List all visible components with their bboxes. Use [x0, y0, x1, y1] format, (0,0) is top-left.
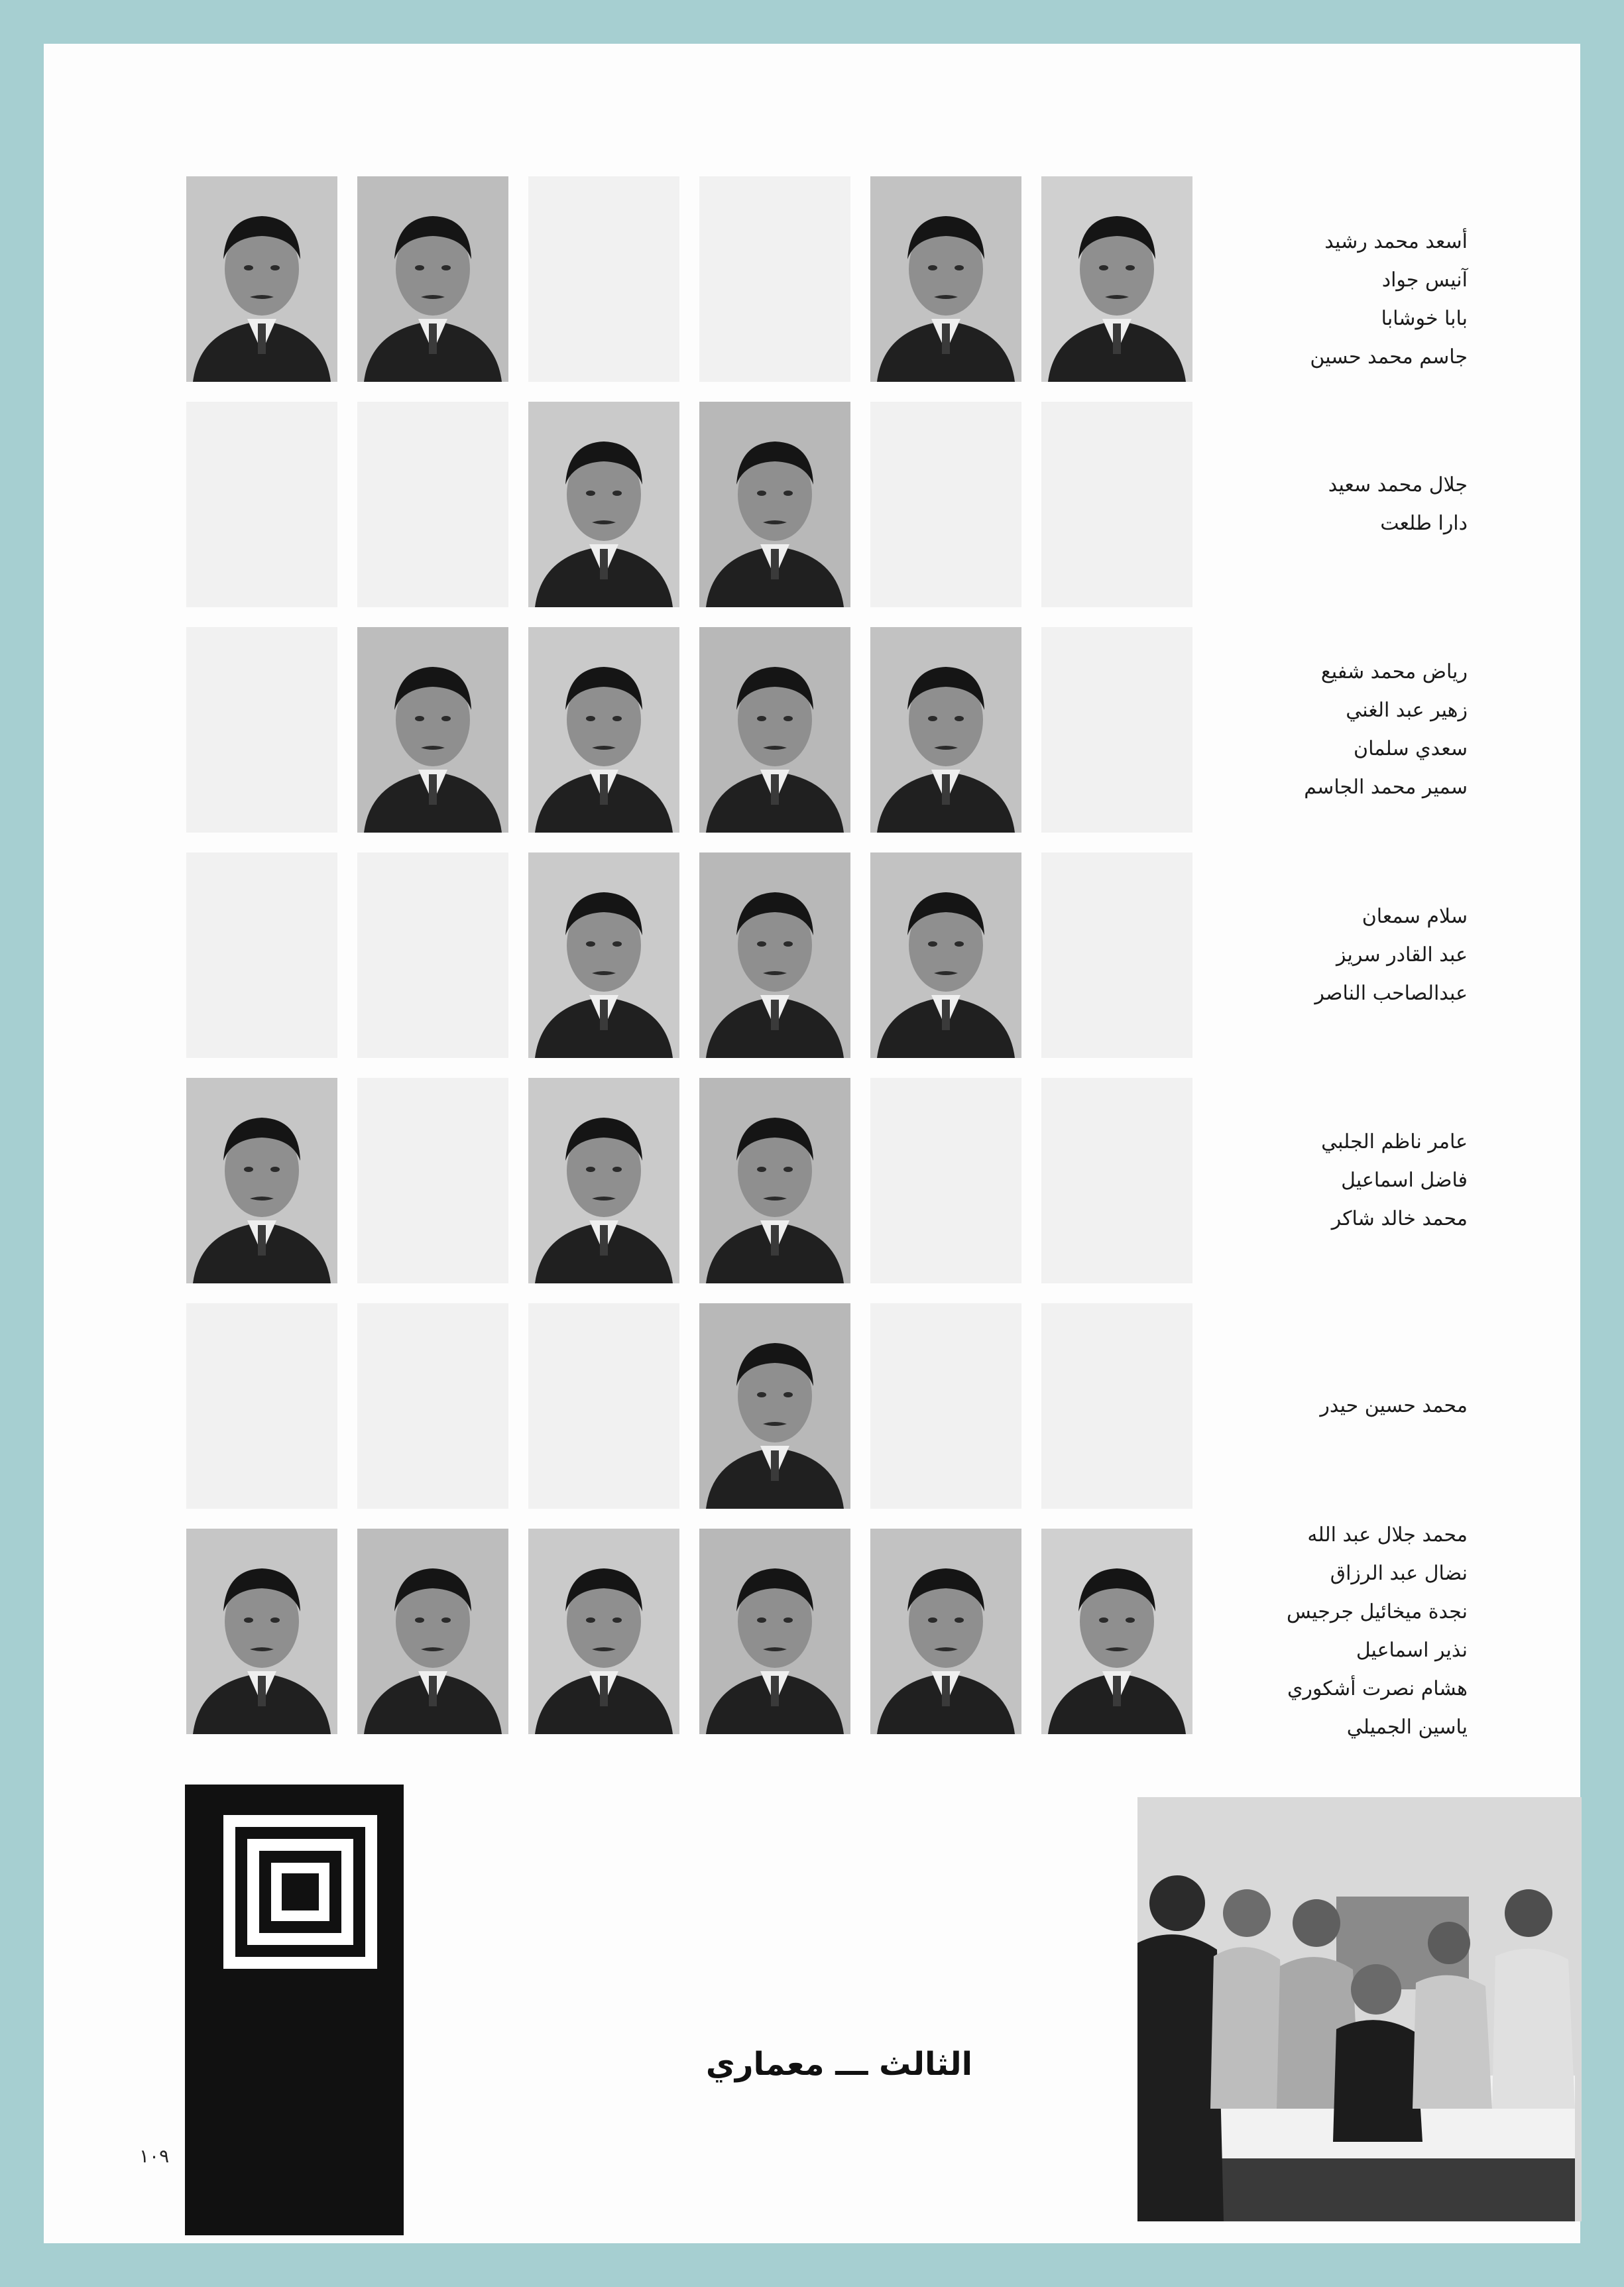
student-name: عامر ناظم الجلبي — [1321, 1130, 1468, 1153]
portrait-photo — [186, 1529, 337, 1734]
portrait-icon — [528, 1529, 679, 1734]
portrait-icon — [699, 1529, 850, 1734]
yearbook-page — [44, 44, 1580, 2243]
portrait-icon — [699, 1078, 850, 1283]
student-name: أسعد محمد رشيد — [1324, 230, 1468, 253]
empty-photo-slot — [870, 1078, 1021, 1283]
portrait-photo — [357, 1529, 508, 1734]
portrait-icon — [528, 627, 679, 833]
portrait-photo — [186, 1078, 337, 1283]
photo-grid — [186, 176, 1192, 1734]
empty-photo-slot — [699, 176, 850, 382]
concentric-squares-motif — [185, 1785, 404, 2235]
portrait-icon — [870, 176, 1021, 382]
names-group — [1255, 1387, 1468, 1425]
portrait-icon — [528, 852, 679, 1058]
student-name: آنيس جواد — [1381, 268, 1468, 292]
empty-photo-slot — [870, 1303, 1021, 1509]
portrait-photo — [699, 1529, 850, 1734]
student-name: فاضل اسماعيل — [1341, 1169, 1468, 1192]
empty-photo-slot — [1041, 402, 1192, 607]
student-name: زهير عبد الغني — [1346, 699, 1468, 722]
student-name: رياض محمد شفيع — [1320, 660, 1468, 683]
portrait-photo — [528, 627, 679, 833]
empty-photo-slot — [186, 1303, 337, 1509]
portrait-photo — [528, 402, 679, 607]
student-name: عبد القادر سريز — [1336, 943, 1468, 967]
names-group — [1255, 223, 1468, 377]
names-group — [1255, 1123, 1468, 1238]
empty-photo-slot — [186, 852, 337, 1058]
portrait-icon — [870, 627, 1021, 833]
student-name: هشام نصرت أشكوري — [1287, 1677, 1468, 1700]
portrait-icon — [870, 852, 1021, 1058]
portrait-photo — [870, 176, 1021, 382]
portrait-icon — [186, 1078, 337, 1283]
portrait-photo — [1041, 176, 1192, 382]
empty-photo-slot — [357, 852, 508, 1058]
student-name: بابا خوشابا — [1381, 307, 1468, 330]
page-number: ١٠٩ — [139, 2145, 170, 2167]
portrait-icon — [699, 1303, 850, 1509]
portrait-photo — [528, 1529, 679, 1734]
portrait-photo — [870, 627, 1021, 833]
student-name: سعدي سلمان — [1354, 737, 1468, 760]
portrait-photo — [870, 852, 1021, 1058]
student-name: دارا طلعت — [1380, 512, 1468, 535]
portrait-photo — [528, 1078, 679, 1283]
empty-photo-slot — [1041, 1078, 1192, 1283]
empty-photo-slot — [1041, 852, 1192, 1058]
portrait-icon — [528, 1078, 679, 1283]
student-name: سمير محمد الجاسم — [1304, 776, 1468, 799]
portrait-photo — [870, 1529, 1021, 1734]
names-group — [1255, 898, 1468, 1013]
student-name: محمد خالد شاكر — [1331, 1207, 1468, 1230]
portrait-photo — [528, 852, 679, 1058]
portrait-photo — [1041, 1529, 1192, 1734]
student-name: نذير اسماعيل — [1356, 1639, 1468, 1662]
portrait-icon — [357, 1529, 508, 1734]
empty-photo-slot — [870, 402, 1021, 607]
portrait-icon — [699, 852, 850, 1058]
portrait-photo — [699, 627, 850, 833]
portrait-photo — [699, 402, 850, 607]
empty-photo-slot — [186, 402, 337, 607]
student-name: محمد جلال عبد الله — [1307, 1523, 1468, 1547]
portrait-photo — [699, 1078, 850, 1283]
empty-photo-slot — [357, 1303, 508, 1509]
names-group — [1255, 653, 1468, 807]
student-name: عبدالصاحب الناصر — [1314, 982, 1468, 1005]
empty-photo-slot — [528, 176, 679, 382]
portrait-photo — [186, 176, 337, 382]
class-caption: الثالث ـــ معماري — [705, 2046, 973, 2083]
portrait-icon — [186, 1529, 337, 1734]
portrait-photo — [357, 627, 508, 833]
portrait-icon — [870, 1529, 1021, 1734]
student-name: نضال عبد الرزاق — [1330, 1562, 1468, 1585]
names-group — [1255, 1516, 1468, 1747]
empty-photo-slot — [357, 402, 508, 607]
group-photo — [1137, 1797, 1582, 2221]
empty-photo-slot — [528, 1303, 679, 1509]
portrait-icon — [699, 627, 850, 833]
student-name: نجدة ميخائيل جرجيس — [1287, 1600, 1468, 1623]
empty-photo-slot — [1041, 627, 1192, 833]
student-name: جاسم محمد حسين — [1310, 345, 1468, 369]
portrait-icon — [528, 402, 679, 607]
student-name: محمد حسين حيدر — [1320, 1394, 1468, 1417]
portrait-icon — [357, 627, 508, 833]
portrait-icon — [186, 176, 337, 382]
portrait-photo — [699, 1303, 850, 1509]
names-group — [1255, 466, 1468, 543]
student-name: سلام سمعان — [1362, 905, 1468, 928]
portrait-icon — [1041, 1529, 1192, 1734]
portrait-photo — [699, 852, 850, 1058]
student-name: جلال محمد سعيد — [1328, 473, 1468, 497]
empty-photo-slot — [186, 627, 337, 833]
portrait-icon — [699, 402, 850, 607]
portrait-icon — [1041, 176, 1192, 382]
portrait-icon — [357, 176, 508, 382]
empty-photo-slot — [1041, 1303, 1192, 1509]
student-name: ياسين الجميلي — [1346, 1716, 1468, 1739]
portrait-photo — [357, 176, 508, 382]
empty-photo-slot — [357, 1078, 508, 1283]
